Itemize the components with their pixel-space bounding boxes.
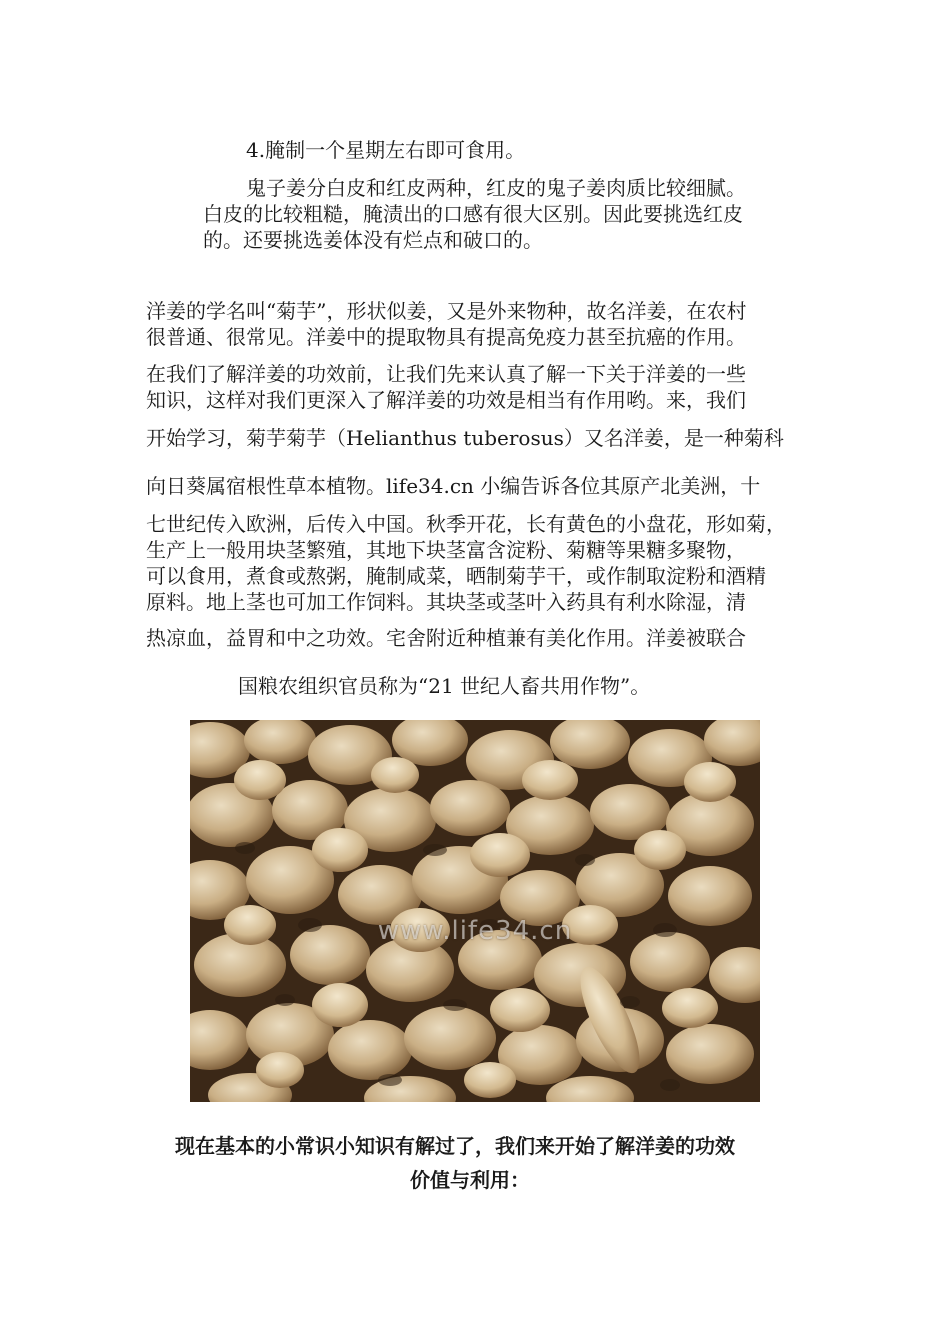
guizi-paragraph-line-2: 白皮的比较粗糙，腌渍出的口感有很大区别。因此要挑选红皮 (203, 202, 743, 226)
knowledge-paragraph-line-8: 原料。地上茎也可加工作饲料。其块茎或茎叶入药具有利水除湿，清 (146, 590, 746, 614)
step-4-text: 4.腌制一个星期左右即可食用。 (246, 138, 526, 162)
intro-paragraph-line-2: 很普通、很常见。洋姜中的提取物具有提高免疫力甚至抗癌的作用。 (146, 325, 746, 349)
section-heading-line-2: 价值与利用： (410, 1168, 530, 1192)
jerusalem-artichoke-photo (190, 720, 760, 1102)
image-watermark: www.life34.cn (377, 916, 573, 946)
knowledge-paragraph-line-1: 在我们了解洋姜的功效前，让我们先来认真了解一下关于洋姜的一些 (146, 362, 746, 386)
knowledge-paragraph-line-6: 生产上一般用块茎繁殖，其地下块茎富含淀粉、菊糖等果糖多聚物， (146, 538, 746, 562)
guizi-paragraph-line-3: 的。还要挑选姜体没有烂点和破口的。 (203, 228, 543, 252)
knowledge-paragraph-line-3: 开始学习，菊芋菊芋（Helianthus tuberosus）又名洋姜，是一种菊科 (146, 426, 784, 450)
knowledge-paragraph-line-2: 知识，这样对我们更深入了解洋姜的功效是相当有作用哟。来，我们 (146, 388, 746, 412)
knowledge-paragraph-line-7: 可以食用，煮食或熬粥，腌制咸菜，晒制菊芋干，或作制取淀粉和酒精 (146, 564, 766, 588)
knowledge-paragraph-line-4: 向日葵属宿根性草本植物。life34.cn 小编告诉各位其原产北美洲，十 (146, 474, 761, 498)
guizi-paragraph-line-1: 鬼子姜分白皮和红皮两种，红皮的鬼子姜肉质比较细腻。 (246, 176, 746, 200)
jerusalem-artichoke-tubers-icon (190, 720, 760, 1102)
section-heading-line-1: 现在基本的小常识小知识有解过了，我们来开始了解洋姜的功效 (175, 1134, 735, 1158)
knowledge-paragraph-line-9: 热凉血，益胃和中之功效。宅舍附近种植兼有美化作用。洋姜被联合 (146, 626, 746, 650)
intro-paragraph-line-1: 洋姜的学名叫“菊芋”，形状似姜，又是外来物种，故名洋姜，在农村 (146, 299, 747, 323)
knowledge-paragraph-line-10: 国粮农组织官员称为“21 世纪人畜共用作物”。 (238, 674, 651, 698)
knowledge-paragraph-line-5: 七世纪传入欧洲，后传入中国。秋季开花，长有黄色的小盘花，形如菊， (146, 512, 786, 536)
